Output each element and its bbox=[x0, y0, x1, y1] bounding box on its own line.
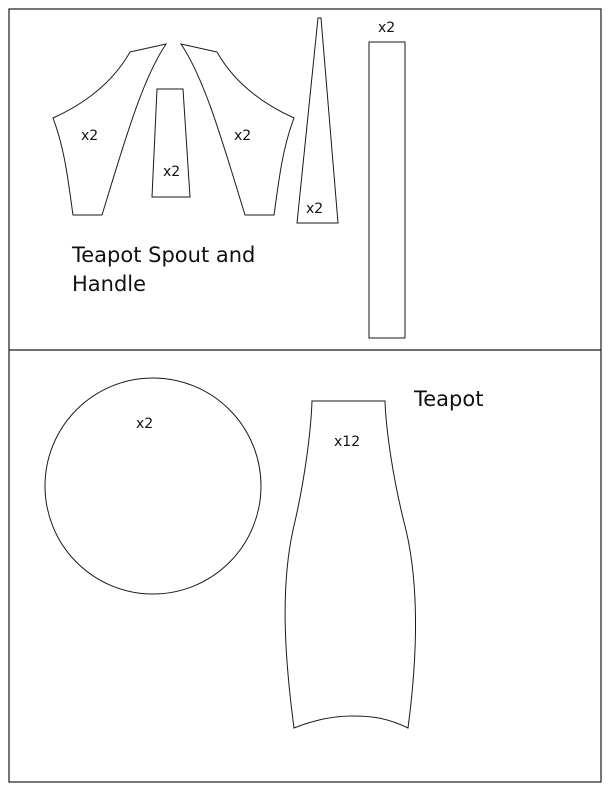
handle-strip-piece bbox=[369, 42, 405, 338]
section-title-teapot bbox=[413, 387, 483, 411]
section-spout-handle bbox=[53, 18, 405, 338]
spout-tip-quantity: x2 bbox=[306, 201, 324, 217]
spout-side-left-piece bbox=[53, 44, 166, 215]
teapot-base-circle-quantity: x2 bbox=[136, 416, 154, 432]
spout-center-piece bbox=[152, 89, 190, 197]
title-line-2: Handle bbox=[72, 272, 147, 296]
spout-side-left-quantity: x2 bbox=[81, 128, 99, 144]
spout-tip-piece bbox=[297, 18, 338, 223]
title-line-1: Teapot Spout and bbox=[72, 243, 256, 267]
spout-center-quantity: x2 bbox=[163, 164, 181, 180]
spout-side-right-quantity: x2 bbox=[234, 128, 252, 144]
teapot-body-panel-quantity: x12 bbox=[334, 434, 361, 450]
teapot-base-circle-piece bbox=[45, 378, 261, 594]
handle-strip-quantity: x2 bbox=[378, 20, 396, 36]
section-title-spout-handle bbox=[71, 243, 262, 296]
teapot-body-panel-piece bbox=[285, 401, 416, 728]
section-teapot bbox=[45, 378, 483, 728]
title-line-1: Teapot bbox=[414, 387, 484, 411]
